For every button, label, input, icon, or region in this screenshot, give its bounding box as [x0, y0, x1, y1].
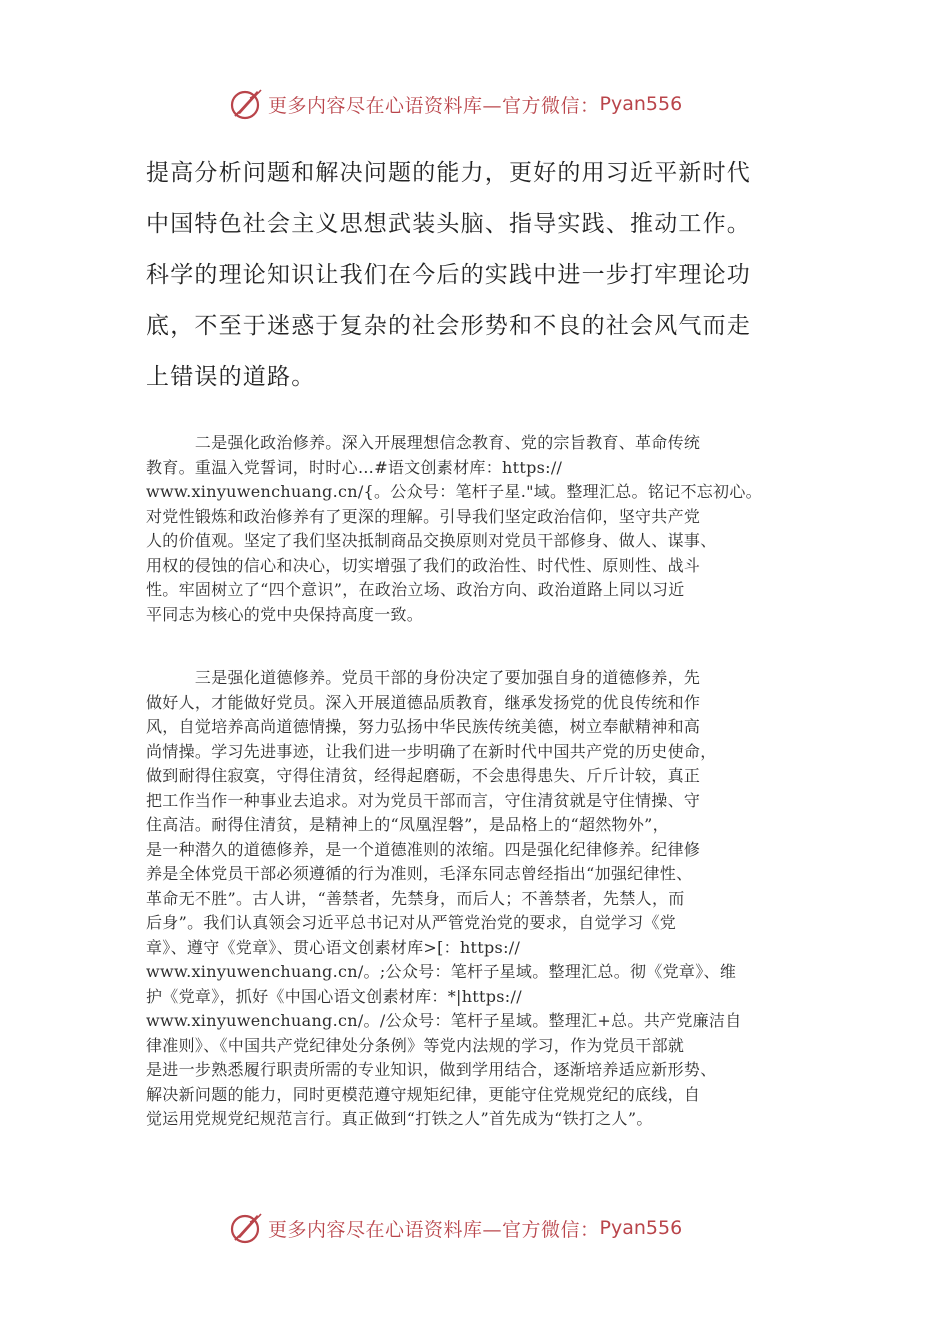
paragraph-line: 尚情操。学习先进事迹，让我们进一步明确了在新时代中国共产党的历史使命， — [146, 741, 717, 761]
paragraph-line: 用权的侵蚀的信心和决心，切实增强了我们的政治性、时代性、原则性、战斗 — [146, 555, 701, 575]
paragraph-line: 后身”。我们认真领会习近平总书记对从严管党治党的要求，自觉学习《党 — [146, 913, 677, 932]
paragraph-line: 是一种潜久的道德修养，是一个道德准则的浓缩。四是强化纪律修养。纪律修 — [146, 839, 701, 859]
paragraph-line: 是进一步熟悉履行职责所需的专业知识，做到学用结合，逐渐培养适应新形势、 — [146, 1060, 717, 1079]
paragraph-line: 三是强化道德修养。党员干部的身份决定了要加强自身的道德修养，先 — [146, 668, 701, 687]
paragraph-line: www.xinyuwenchuang.cn/。;公众号：笔杆子星域。整理汇总。彻《党章》、维 — [146, 962, 737, 981]
paragraph-line: 性。牢固树立了“四个意识”，在政治立场、政治方向、政治道路上同以习近 — [146, 580, 685, 599]
intro-line: 上错误的道路。 — [146, 364, 316, 390]
intro-line: 底，不至于迷惑于复杂的社会形势和不良的社会风气而走 — [146, 313, 751, 339]
intro-line: 中国特色社会主义思想武装头脑、指导实践、推动工作。 — [146, 211, 751, 237]
paragraph-line: 教育。重温入党誓词，时时心…#语文创素材库：https:// — [146, 457, 563, 477]
paragraph-line: 养是全体党员干部必须遵循的行为准则，毛泽东同志曾经指出“加强纪律性、 — [146, 864, 693, 883]
footer-banner — [0, 1206, 950, 1250]
paragraph-moral-cultivation — [146, 666, 806, 1132]
paragraph-line: 觉运用党规党纪规范言行。真正做到“打铁之人”首先成为“铁打之人”。 — [146, 1109, 653, 1128]
paragraph-line: 对党性锻炼和政治修养有了更深的理解。引导我们坚定政治信仰，坚守共产党 — [146, 506, 701, 526]
intro-line: 科学的理论知识让我们在今后的实践中进一步打牢理论功 — [146, 262, 751, 288]
paragraph-line: 护《党章》，抓好《中国心语文创素材库：*|https:// — [146, 986, 522, 1006]
intro-paragraph — [146, 148, 806, 403]
paragraph-line: 把工作当作一种事业去追求。对为党员干部而言，守住清贫就是守住情操、守 — [146, 790, 701, 810]
paragraph-line: www.xinyuwenchuang.cn/。/公众号：笔杆子星域。整理汇+总。共产党廉洁自 — [146, 1011, 742, 1030]
paragraph-line: 章》、遵守《党章》、贯心语文创素材库>[：https:// — [146, 937, 521, 957]
quill-logo-icon — [228, 1210, 264, 1246]
paragraph-line: 革命无不胜”。古人讲，“善禁者，先禁身，而后人；不善禁者，先禁人，而 — [146, 888, 685, 908]
banner-text: 更多内容尽在心语资料库—官方微信： — [268, 1218, 600, 1241]
paragraph-line: 解决新问题的能力，同时更模范遵守规矩纪律，更能守住党规党纪的底线，自 — [146, 1084, 701, 1104]
paragraph-line: www.xinyuwenchuang.cn/{。公众号：笔杆子星."域。整理汇总。铭记不忘初心。 — [146, 482, 762, 501]
banner-text: 更多内容尽在心语资料库—官方微信： — [268, 94, 600, 117]
quill-logo-icon — [228, 86, 264, 122]
header-banner — [0, 82, 950, 126]
wechat-id: Pyan556 — [599, 1217, 683, 1239]
paragraph-line: 平同志为核心的党中央保持高度一致。 — [146, 604, 424, 624]
paragraph-line: 做到耐得住寂寞，守得住清贫，经得起磨砺，不会患得患失、斤斤计较，真正 — [146, 766, 701, 785]
paragraph-line: 风，自觉培养高尚道德情操，努力弘扬中华民族传统美德，树立奉献精神和高 — [146, 717, 701, 736]
paragraph-line: 住高洁。耐得住清贫，是精神上的“凤凰涅磐”，是品格上的“超然物外”， — [146, 815, 669, 834]
wechat-id: Pyan556 — [599, 93, 683, 115]
paragraph-line: 律准则》、《中国共产党纪律处分条例》等党内法规的学习，作为党员干部就 — [146, 1035, 685, 1055]
paragraph-political-cultivation — [146, 431, 806, 627]
intro-line: 提高分析问题和解决问题的能力，更好的用习近平新时代 — [146, 160, 751, 186]
paragraph-line: 人的价值观。坚定了我们坚决抵制商品交换原则对党员干部修身、做人、谋事、 — [146, 531, 717, 550]
paragraph-line: 二是强化政治修养。深入开展理想信念教育、党的宗旨教育、革命传统 — [146, 433, 701, 452]
paragraph-line: 做好人，才能做好党员。深入开展道德品质教育，继承发扬党的优良传统和作 — [146, 692, 701, 712]
